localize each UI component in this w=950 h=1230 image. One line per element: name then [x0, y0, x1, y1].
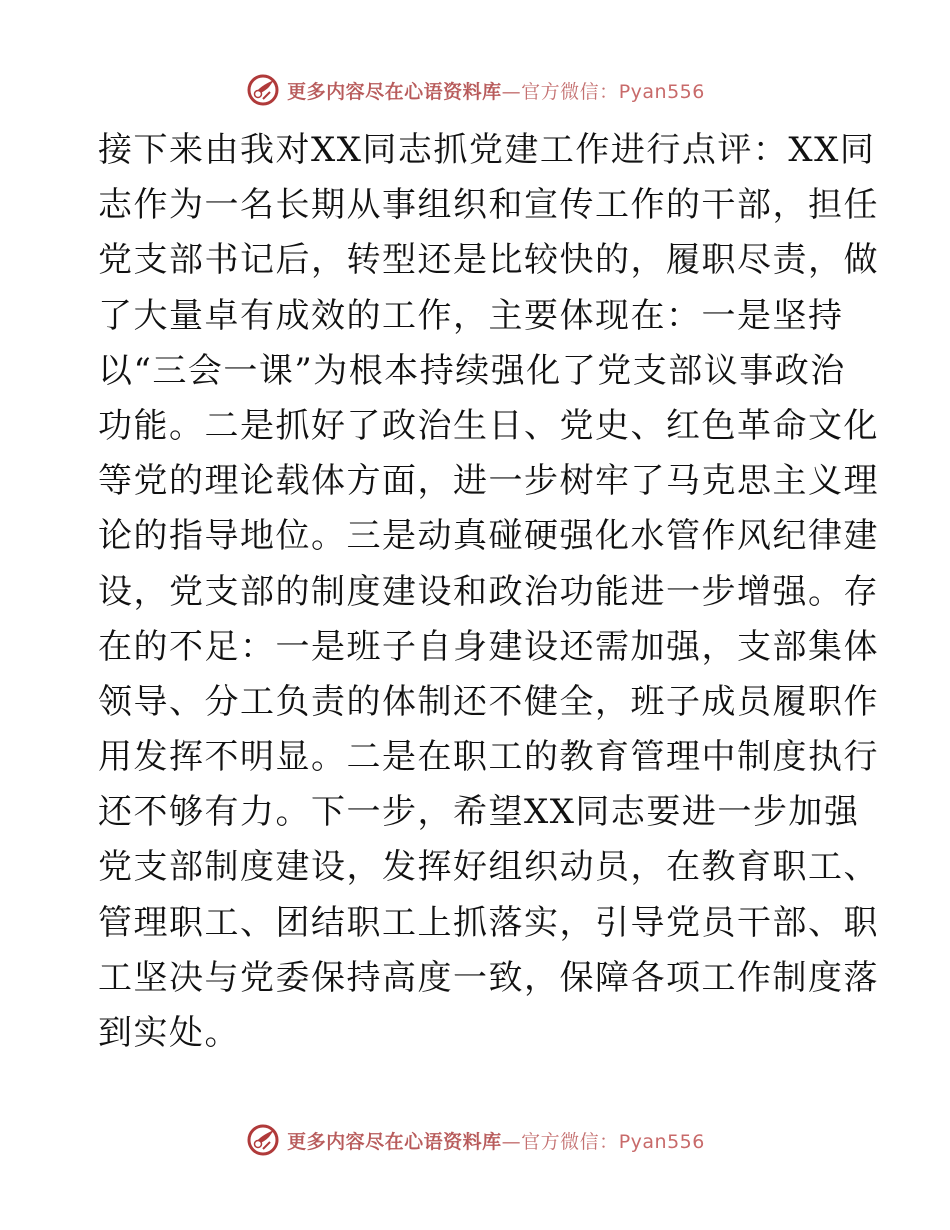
- footer-banner-wechat-id: Pyan556: [618, 1130, 705, 1153]
- logo-icon: [245, 1122, 281, 1158]
- body-line: 党支部制度建设，发挥好组织动员，在教育职工、: [98, 847, 879, 888]
- footer-banner-wechat-label: 官方微信：: [521, 1130, 619, 1153]
- header-banner-separator: —: [501, 80, 522, 103]
- body-line: 在的不足：一是班子自身建设还需加强，支部集体: [98, 626, 879, 667]
- header-banner-wechat-id: Pyan556: [618, 80, 705, 103]
- body-line: 论的指导地位。三是动真碰硬强化水管作风纪律建: [98, 516, 879, 557]
- body-line: 以“三会一课”为根本持续强化了党支部议事政治: [98, 350, 846, 391]
- body-line: 了大量卓有成效的工作，主要体现在：一是坚持: [98, 295, 844, 336]
- body-line: 工坚决与党委保持高度一致，保障各项工作制度落: [98, 957, 879, 998]
- body-line: 到实处。: [98, 1013, 240, 1053]
- header-banner-text: [287, 77, 705, 104]
- footer-banner-separator: —: [501, 1130, 522, 1153]
- body-line: 设，党支部的制度建设和政治功能进一步增强。存: [98, 571, 879, 612]
- header-watermark-banner: [0, 70, 950, 110]
- header-banner-wechat-label: 官方微信：: [521, 80, 619, 103]
- footer-watermark-banner: [0, 1120, 950, 1160]
- body-line: 用发挥不明显。二是在职工的教育管理中制度执行: [98, 737, 879, 778]
- body-line: 还不够有力。下一步，希望XX同志要进一步加强: [98, 792, 860, 833]
- footer-banner-main: 更多内容尽在心语资料库: [287, 1130, 502, 1153]
- body-line: 等党的理论载体方面，进一步树牢了马克思主义理: [98, 461, 879, 502]
- body-line: 接下来由我对XX同志抓党建工作进行点评：XX同: [98, 130, 876, 170]
- body-line: 领导、分工负责的体制还不健全，班子成员履职作: [98, 681, 879, 722]
- footer-banner-text: [287, 1127, 705, 1154]
- header-banner-main: 更多内容尽在心语资料库: [287, 80, 502, 103]
- logo-icon: [245, 72, 281, 108]
- body-line: 志作为一名长期从事组织和宣传工作的干部，担任: [98, 185, 879, 226]
- document-body: [98, 123, 879, 1061]
- body-line: 党支部书记后，转型还是比较快的，履职尽责，做: [98, 240, 879, 281]
- body-line: 管理职工、团结职工上抓落实，引导党员干部、职: [98, 902, 879, 943]
- body-line: 功能。二是抓好了政治生日、党史、红色革命文化: [98, 405, 879, 446]
